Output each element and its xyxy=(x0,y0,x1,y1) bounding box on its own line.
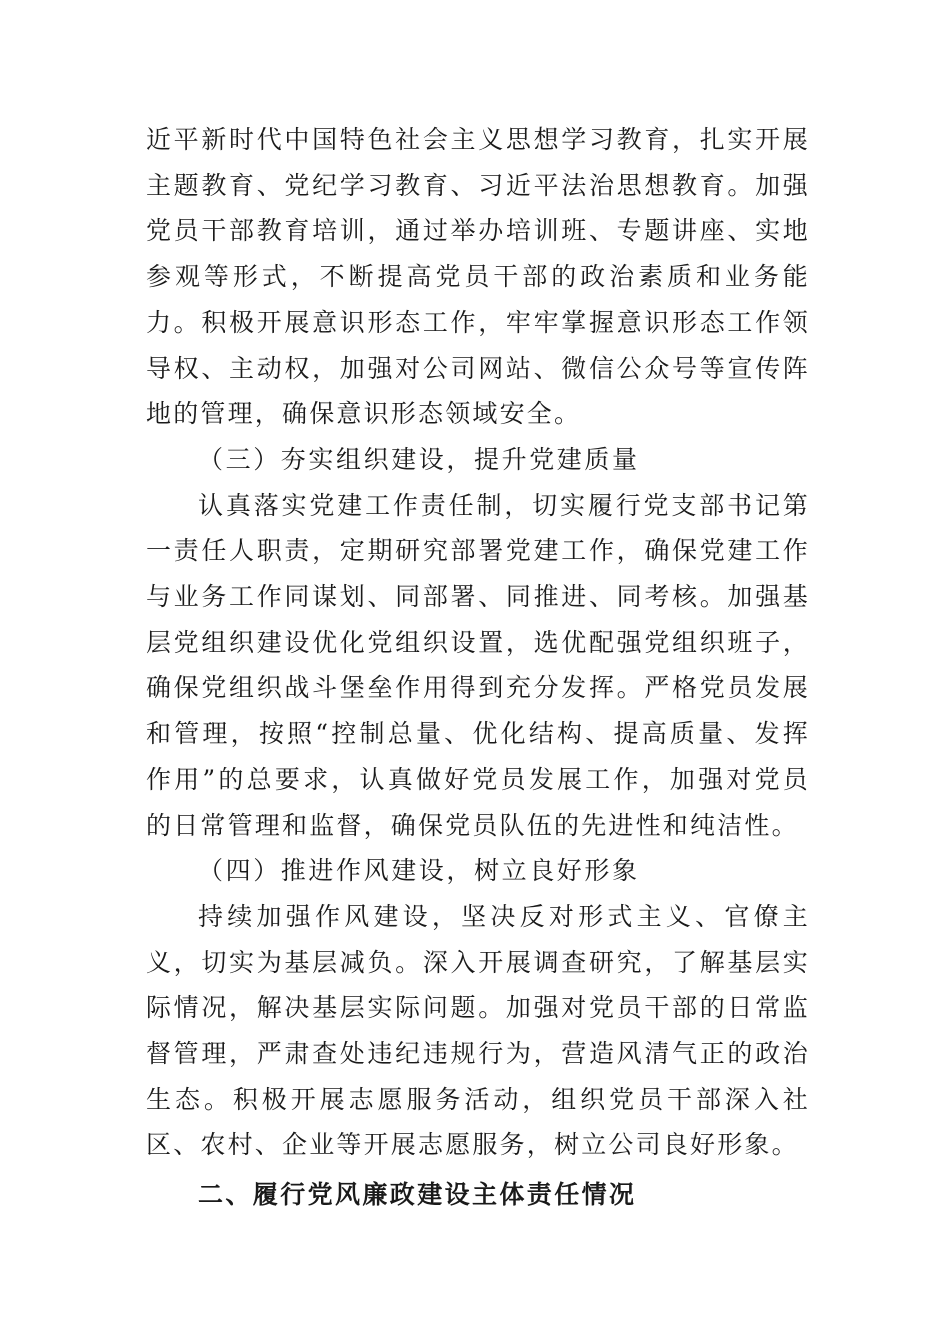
section-heading-clean-governance: 二、履行党风廉政建设主体责任情况 xyxy=(198,1180,637,1210)
heading-organization-building: （三）夯实组织建设，提升党建质量 xyxy=(198,444,640,474)
heading-work-style: （四）推进作风建设，树立良好形象 xyxy=(198,856,640,886)
paragraph-work-style: 持续加强作风建设，坚决反对形式主义、官僚主义，切实为基层减负。深入开展调查研究，了解基层实际情况，解决基层实际问题。加强对党员干部的日常监督管理，严肃查处违纪违规行为，营造风清气正的政治生态。积极开展志愿服务活动，组织党员干部深入社区、农村、企业等开展志愿服务，树立公司良好形象。 xyxy=(146,901,810,1160)
paragraph-ideology-education: 近平新时代中国特色社会主义思想学习教育，扎实开展主题教育、党纪学习教育、习近平法治思想教育。加强党员干部教育培训，通过举办培训班、专题讲座、实地参观等形式，不断提高党员干部的政治素质和业务能力。积极开展意识形态工作，牢牢掌握意识形态工作领导权、主动权，加强对公司网站、微信公众号等宣传阵地的管理，确保意识形态领域安全。 xyxy=(146,125,810,429)
document-body xyxy=(146,117,810,1218)
paragraph-organization-building: 认真落实党建工作责任制，切实履行党支部书记第一责任人职责，定期研究部署党建工作，确保党建工作与业务工作同谋划、同部署、同推进、同考核。加强基层党组织建设优化党组织设置，选优配强党组织班子，确保党组织战斗堡垒作用得到充分发挥。严格党员发展和管理，按照“控制总量、优化结构、提高质量、发挥作用”的总要求，认真做好党员发展工作，加强对党员的日常管理和监督，确保党员队伍的先进性和纯洁性。 xyxy=(146,490,810,840)
